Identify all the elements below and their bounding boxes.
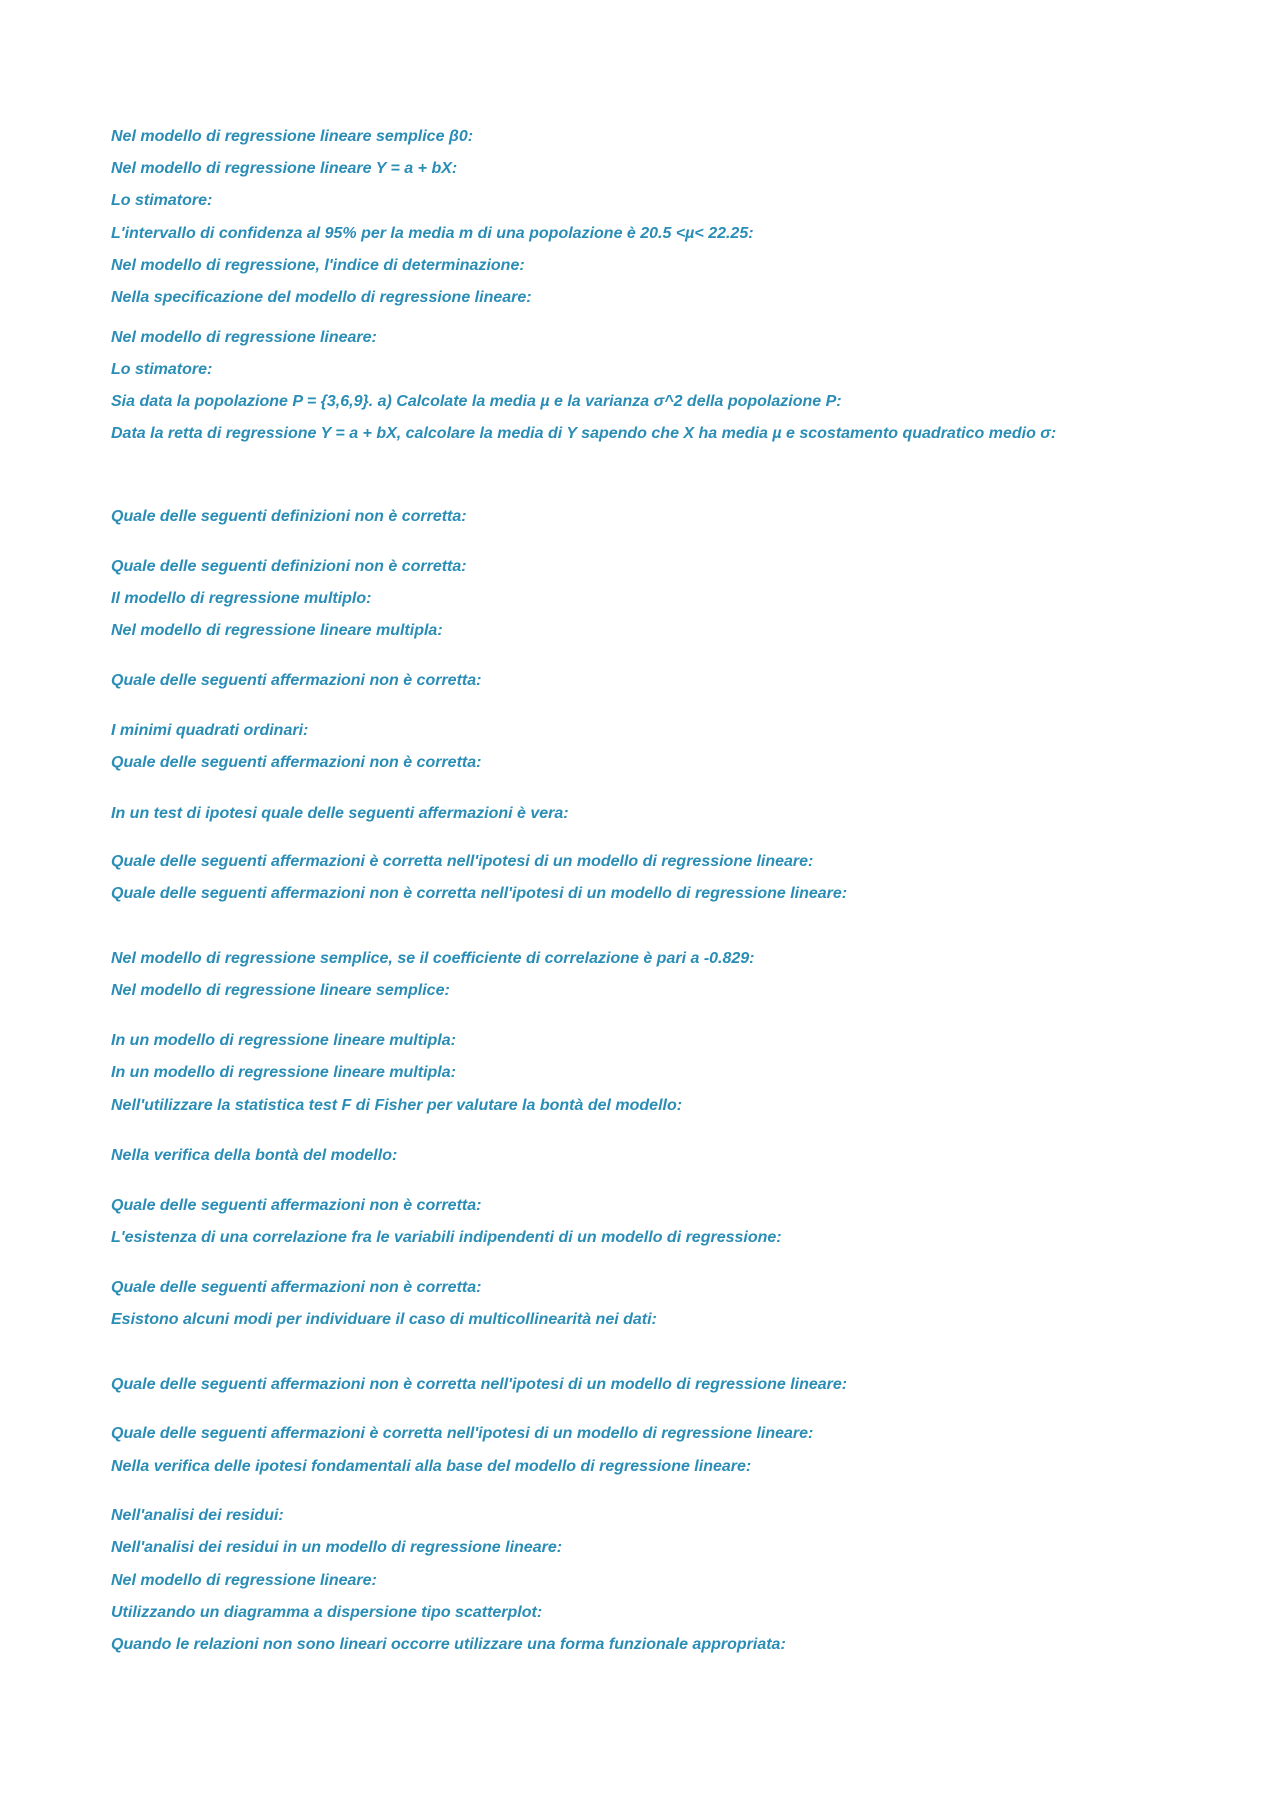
question-line: Quale delle seguenti affermazioni non è corretta nell'ipotesi di un modello di regressione lineare: bbox=[111, 1376, 848, 1393]
question-line: Nell'utilizzare la statistica test F di Fisher per valutare la bontà del modello: bbox=[111, 1097, 683, 1114]
question-line: Nella verifica della bontà del modello: bbox=[111, 1147, 398, 1164]
question-line: L'intervallo di confidenza al 95% per la media m di una popolazione è 20.5 <µ< 22.25: bbox=[111, 225, 754, 242]
question-line: I minimi quadrati ordinari: bbox=[111, 722, 309, 739]
question-line: In un modello di regressione lineare multipla: bbox=[111, 1032, 456, 1049]
question-line: L'esistenza di una correlazione fra le variabili indipendenti di un modello di regressione: bbox=[111, 1229, 782, 1246]
question-line: In un test di ipotesi quale delle seguenti affermazioni è vera: bbox=[111, 805, 569, 822]
question-line: Nel modello di regressione semplice, se il coefficiente di correlazione è pari a -0.829: bbox=[111, 950, 755, 967]
question-line: Quando le relazioni non sono lineari occorre utilizzare una forma funzionale appropriata: bbox=[111, 1636, 786, 1653]
question-line: Quale delle seguenti affermazioni non è corretta: bbox=[111, 1279, 482, 1296]
question-line: Nel modello di regressione lineare semplice: bbox=[111, 982, 450, 999]
question-line: Nell'analisi dei residui: bbox=[111, 1507, 284, 1524]
question-line: Quale delle seguenti definizioni non è corretta: bbox=[111, 558, 467, 575]
question-line: Quale delle seguenti definizioni non è corretta: bbox=[111, 508, 467, 525]
question-line: Utilizzando un diagramma a dispersione tipo scatterplot: bbox=[111, 1604, 543, 1621]
question-line: Nella specificazione del modello di regressione lineare: bbox=[111, 289, 532, 306]
question-line: Nel modello di regressione, l'indice di determinazione: bbox=[111, 257, 525, 274]
question-line: In un modello di regressione lineare multipla: bbox=[111, 1064, 456, 1081]
question-line: Nel modello di regressione lineare semplice β0: bbox=[111, 128, 474, 145]
question-line: Esistono alcuni modi per individuare il caso di multicollinearità nei dati: bbox=[111, 1311, 657, 1328]
question-line: Quale delle seguenti affermazioni non è corretta: bbox=[111, 1197, 482, 1214]
question-line: Nel modello di regressione lineare Y = a + bX: bbox=[111, 160, 458, 177]
question-line: Nell'analisi dei residui in un modello di regressione lineare: bbox=[111, 1539, 563, 1556]
question-line: Nel modello di regressione lineare: bbox=[111, 1572, 377, 1589]
question-line: Nel modello di regressione lineare multipla: bbox=[111, 622, 443, 639]
question-line: Lo stimatore: bbox=[111, 361, 213, 378]
question-line: Sia data la popolazione P = {3,6,9}. a) Calcolate la media µ e la varianza σ^2 della popolazione P: bbox=[111, 393, 842, 410]
question-line: Quale delle seguenti affermazioni è corretta nell'ipotesi di un modello di regressione lineare: bbox=[111, 1425, 814, 1442]
question-line: Data la retta di regressione Y = a + bX, calcolare la media di Y sapendo che X ha media µ e scostamento quadratico medio σ: bbox=[111, 425, 1057, 442]
question-line: Nel modello di regressione lineare: bbox=[111, 329, 377, 346]
question-line: Lo stimatore: bbox=[111, 192, 213, 209]
question-line: Quale delle seguenti affermazioni è corretta nell'ipotesi di un modello di regressione lineare: bbox=[111, 853, 814, 870]
question-line: Il modello di regressione multiplo: bbox=[111, 590, 372, 607]
question-line: Nella verifica delle ipotesi fondamentali alla base del modello di regressione lineare: bbox=[111, 1458, 752, 1475]
question-line: Quale delle seguenti affermazioni non è corretta: bbox=[111, 672, 482, 689]
question-line: Quale delle seguenti affermazioni non è corretta nell'ipotesi di un modello di regressione lineare: bbox=[111, 885, 848, 902]
question-line: Quale delle seguenti affermazioni non è corretta: bbox=[111, 754, 482, 771]
